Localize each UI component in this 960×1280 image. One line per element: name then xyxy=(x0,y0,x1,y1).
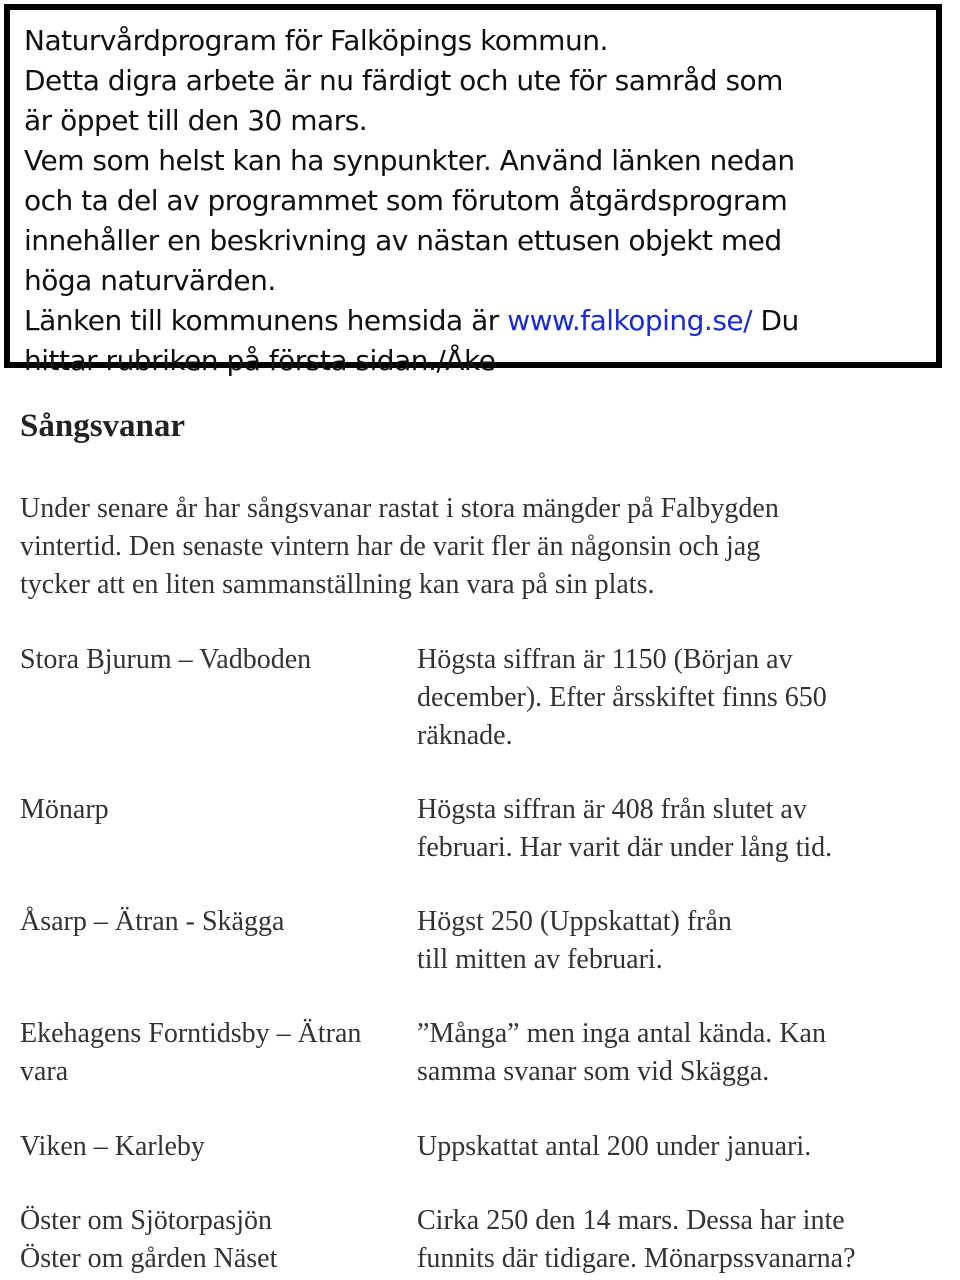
note-line: funnits där tidigare. Mönarpssvanarna? xyxy=(417,1243,856,1274)
notice-line: höga naturvärden. xyxy=(24,264,276,297)
location-cell xyxy=(20,1128,415,1166)
count-note-cell xyxy=(417,641,947,755)
location-cell xyxy=(20,641,415,679)
count-note-cell xyxy=(417,1202,947,1278)
notice-line: hittar rubriken på första sidan./Åke xyxy=(24,344,496,377)
count-note-cell xyxy=(417,1015,947,1091)
location-line: Ekehagens Forntidsby – Ätran xyxy=(20,1018,362,1049)
note-line: december). Efter årsskiftet finns 650 xyxy=(417,682,827,713)
note-line: Högsta siffran är 1150 (Början av xyxy=(417,644,793,675)
notice-line: innehåller en beskrivning av nästan ettusen objekt med xyxy=(24,224,782,257)
location-cell xyxy=(20,903,415,941)
location-cell xyxy=(20,1015,415,1091)
count-note-cell xyxy=(417,791,947,867)
location-line: Stora Bjurum – Vadboden xyxy=(20,644,312,675)
link-suffix: Du xyxy=(752,304,799,337)
location-cell xyxy=(20,791,415,829)
municipality-link[interactable]: www.falkoping.se/ xyxy=(507,304,753,337)
location-line: Viken – Karleby xyxy=(20,1131,205,1162)
location-line: Mönarp xyxy=(20,794,109,825)
location-line: Öster om gården Näset xyxy=(20,1243,278,1274)
intro-paragraph xyxy=(20,490,940,604)
notice-box xyxy=(4,4,942,377)
note-line: till mitten av februari. xyxy=(417,944,663,975)
notice-link-line xyxy=(24,301,936,341)
location-cell xyxy=(20,1202,415,1278)
notice-line: är öppet till den 30 mars. xyxy=(24,104,368,137)
note-line: Högst 250 (Uppskattat) från xyxy=(417,906,732,937)
note-line: samma svanar som vid Skägga. xyxy=(417,1056,770,1087)
count-note-cell xyxy=(417,903,947,979)
note-line: Uppskattat antal 200 under januari. xyxy=(417,1131,812,1162)
notice-line: Vem som helst kan ha synpunkter. Använd länken nedan xyxy=(24,144,795,177)
location-line: vara xyxy=(20,1056,69,1087)
link-prefix: Länken till kommunens hemsida är xyxy=(24,304,508,337)
note-line: februari. Har varit där under lång tid. xyxy=(417,832,833,863)
note-line: ”Många” men inga antal kända. Kan xyxy=(417,1018,826,1049)
notice-line: Naturvårdprogram för Falköpings kommun. xyxy=(24,24,608,57)
notice-line: Detta digra arbete är nu färdigt och ute för samråd som xyxy=(24,64,783,97)
location-line: Öster om Sjötorpasjön xyxy=(20,1205,272,1236)
location-line: Åsarp – Ätran - Skägga xyxy=(20,906,285,937)
section-heading: Sångsvanar xyxy=(20,408,186,444)
note-line: räknade. xyxy=(417,720,513,751)
intro-line: tycker att en liten sammanställning kan vara på sin plats. xyxy=(20,569,655,600)
intro-line: vintertid. Den senaste vintern har de varit fler än någonsin och jag xyxy=(20,531,761,562)
intro-line: Under senare år har sångsvanar rastat i stora mängder på Falbygden xyxy=(20,493,779,524)
count-note-cell xyxy=(417,1128,947,1166)
note-line: Cirka 250 den 14 mars. Dessa har inte xyxy=(417,1205,845,1236)
note-line: Högsta siffran är 408 från slutet av xyxy=(417,794,807,825)
notice-line: och ta del av programmet som förutom åtgärdsprogram xyxy=(24,184,788,217)
